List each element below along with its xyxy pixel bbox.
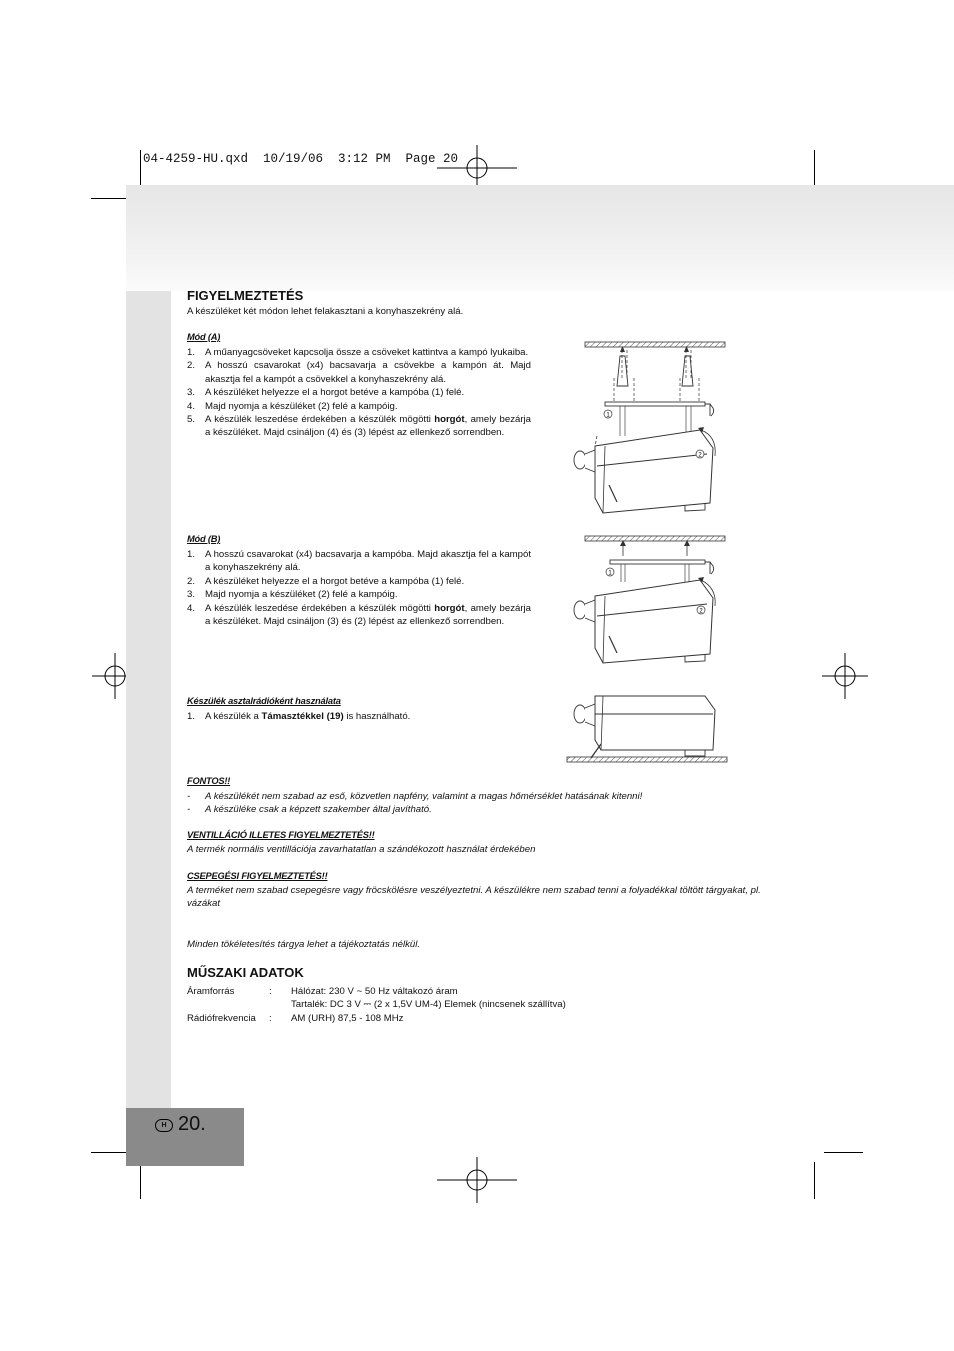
ventilation-title: VENTILLÁCIÓ ILLETES FIGYELMEZTETÉS!! [187, 830, 375, 840]
crop-mark [814, 1162, 815, 1199]
desk-use-figure [565, 688, 730, 766]
list-item: 1. A készülék a Támasztékkel (19) is használható. [187, 711, 411, 722]
important-list [187, 790, 787, 817]
mode-b-steps [187, 548, 531, 628]
list-item: 2. A készüléket helyezze el a horgot betéve a kampóba (1) felé. [187, 575, 465, 587]
svg-text:2: 2 [699, 608, 703, 615]
svg-text:1: 1 [606, 412, 610, 419]
list-item: - A készüléke csak a képzett szakember által javítható. [187, 804, 432, 816]
disclaimer: Minden tökéletesítés tárgya lehet a tájékoztatás nélkül. [187, 939, 421, 950]
warning-intro: A készüléket két módon lehet felakasztani a konyhaszekrény alá. [187, 306, 464, 317]
header-band [126, 185, 954, 291]
list-item: 2. A hosszú csavarokat (x4) bacsavarja a csövekbe a kampón át. Majd akasztja fel a kampót a csövekkel a konyhaszekrény alá. [187, 360, 531, 385]
crop-mark [140, 150, 141, 187]
list-item: 3. A készüléket helyezze el a horgot betéve a kampóba (1) felé. [187, 387, 465, 399]
side-bar [126, 291, 171, 1108]
registration-mark-right [822, 653, 868, 699]
list-item: - A készülékét nem szabad az eső, közvetlen napfény, valamint a magas hőmérséklet hatásának kitenni! [187, 791, 643, 802]
desk-use-steps [187, 710, 531, 723]
mounting-figure-a [565, 338, 730, 516]
list-item: 5. A készülék leszedése érdekében a készülék mögötti horgót, amely bezárja a készüléket. Majd csináljon (4) és (3) lépést az ellenkező sorrendben. [187, 414, 531, 439]
list-item: 1. A hosszú csavarokat (x4) bacsavarja a kampóba. Majd akasztja fel a kampót a konyhaszekrény alá. [187, 549, 531, 574]
table-row: Áramforrás : Hálózat: 230 V ~ 50 Hz váltakozó áram [187, 986, 458, 997]
crop-mark [140, 1162, 141, 1199]
section-title-warning: FIGYELMEZTETÉS [187, 288, 304, 303]
list-item: 1. A műanyagcsöveket kapcsolja össze a csöveket kattintva a kampó lyukaiba. [187, 347, 529, 358]
svg-text:2: 2 [698, 452, 702, 459]
table-row: Tartalék: DC 3 V ⎓ (2 x 1,5V UM-4) Elemek (nincsenek szállítva) [291, 999, 566, 1011]
desk-use-title: Készülék asztalrádióként használata [187, 696, 341, 706]
crop-mark [814, 150, 815, 187]
registration-mark-bottom [437, 1157, 517, 1203]
table-row: Rádiófrekvencia : AM (URH) 87,5 - 108 MHz [187, 1012, 404, 1024]
mode-a-title: Mód (A) [187, 332, 221, 342]
list-item: 3. Majd nyomja a készüléket (2) felé a kampóig. [187, 589, 398, 601]
language-badge: H [155, 1119, 173, 1132]
list-item: 4. A készülék leszedése érdekében a készülék mögötti horgót, amely bezárja a készüléket. Majd csináljon (3) és (2) lépést az ellenkező sorrendben. [187, 602, 531, 628]
mode-b-title: Mód (B) [187, 534, 221, 544]
drip-title: CSEPEGÉSI FIGYELMEZTETÉS!! [187, 871, 328, 881]
list-item: 4. Majd nyomja a készüléket (2) felé a kampóig. [187, 400, 398, 412]
page-number: 20. [178, 1113, 206, 1135]
svg-text:1: 1 [608, 570, 612, 577]
dc-symbol: ⎓ [363, 999, 372, 1011]
print-slug: 04-4259-HU.qxd 10/19/06 3:12 PM Page 20 [143, 152, 459, 166]
mode-a-steps [187, 346, 531, 440]
crop-mark [824, 1152, 863, 1153]
crop-mark [91, 1152, 130, 1153]
mounting-figure-b [565, 532, 730, 668]
section-title-specs: MŰSZAKI ADATOK [187, 965, 304, 980]
important-title: FONTOS!! [187, 776, 231, 786]
ventilation-text: A termék normális ventillációja zavarhatatlan a szándékozott használat érdekében [187, 844, 536, 855]
crop-mark [91, 198, 130, 199]
specs-table [187, 985, 566, 1025]
drip-text: A terméket nem szabad csepegésre vagy fröcskölésre veszélyeztetni. A készülékre nem szabad tenni a folyadékkal töltött tárgyakat, pl. vázákat [187, 885, 761, 910]
